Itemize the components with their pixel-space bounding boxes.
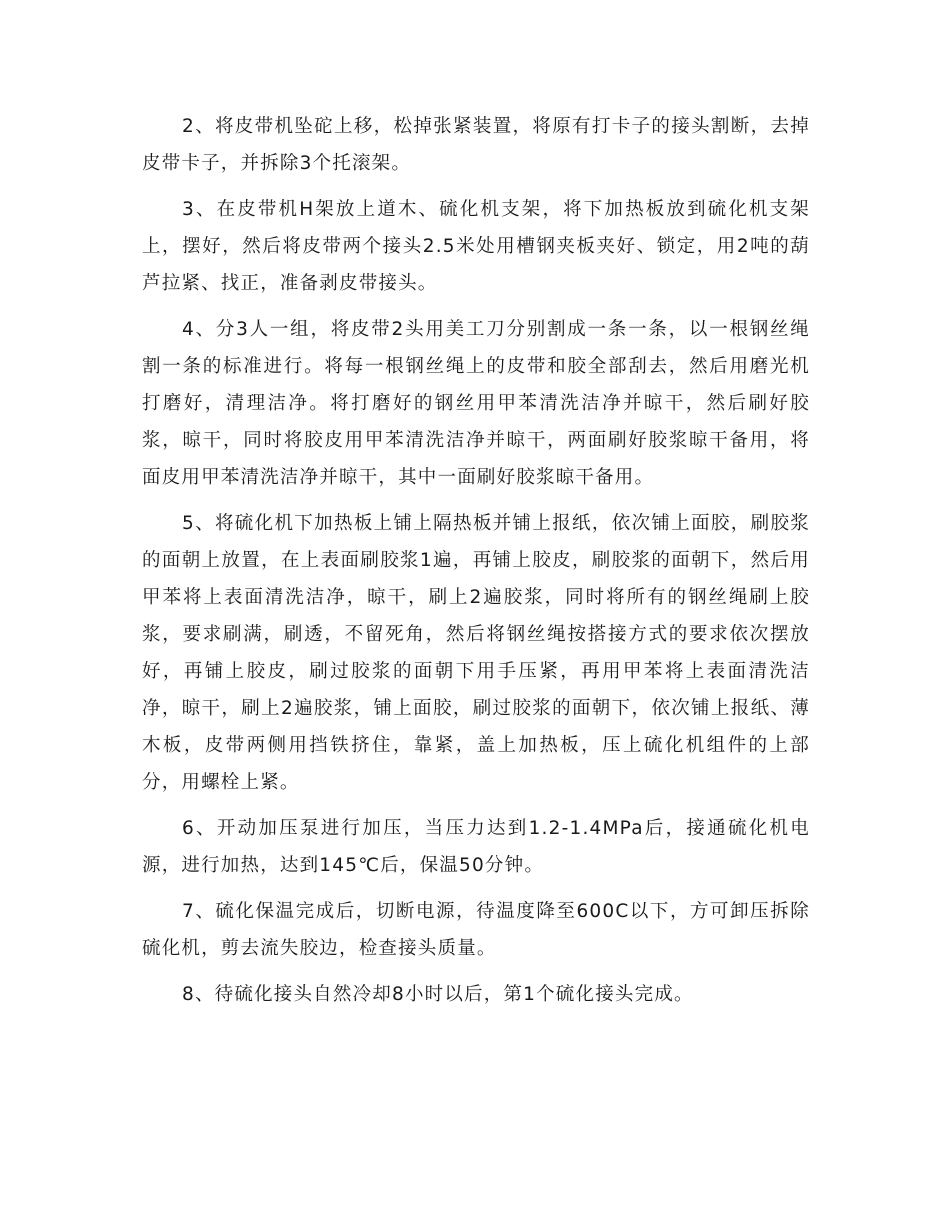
paragraph-step-5: 5、将硫化机下加热板上铺上隔热板并铺上报纸，依次铺上面胶，刷胶浆的面朝上放置，在上表面刷胶浆1遍，再铺上胶皮，刷胶浆的面朝下，然后用甲苯将上表面清洗洁净，晾干，刷上2遍胶浆，同时将所有的钢丝绳刷上胶浆，要求刷满，刷透，不留死角，然后将钢丝绳按搭接方式的要求依次摆放好，再铺上胶皮，刷过胶浆的面朝下用手压紧，再用甲苯将上表面清洗洁净，晾干，刷上2遍胶浆，铺上面胶，刷过胶浆的面朝下，依次铺上报纸、薄木板，皮带两侧用挡铁挤住，靠紧，盖上加热板，压上硫化机组件的上部分，用螺栓上紧。 [142,513,810,793]
paragraph-step-3: 3、在皮带机H架放上道木、硫化机支架，将下加热板放到硫化机支架上，摆好，然后将皮带两个接头2.5米处用槽钢夹板夹好、锁定，用2吨的葫芦拉紧、找正，准备剥皮带接头。 [142,199,810,294]
paragraph-step-4: 4、分3人一组，将皮带2头用美工刀分别割成一条一条，以一根钢丝绳割一条的标准进行。将每一根钢丝绳上的皮带和胶全部刮去，然后用磨光机打磨好，清理洁净。将打磨好的钢丝用甲苯清洗洁净并晾干，然后刷好胶浆，晾干，同时将胶皮用甲苯清洗洁净并晾干，两面刷好胶浆晾干备用，将面皮用甲苯清洗洁净并晾干，其中一面刷好胶浆晾干备用。 [142,319,810,488]
paragraph-step-6: 6、开动加压泵进行加压，当压力达到1.2-1.4MPa后，接通硫化机电源，进行加热，达到145℃后，保温50分钟。 [142,818,810,876]
document-body [142,108,810,1022]
paragraph-step-8: 8、待硫化接头自然冷却8小时以后，第1个硫化接头完成。 [182,984,694,1005]
paragraph-step-7: 7、硫化保温完成后，切断电源，待温度降至600C以下，方可卸压拆除硫化机，剪去流失胶边，检查接头质量。 [142,901,810,959]
paragraph-step-2: 2、将皮带机坠砣上移，松掉张紧装置，将原有打卡子的接头割断，去掉皮带卡子，并拆除3个托滚架。 [142,116,810,174]
